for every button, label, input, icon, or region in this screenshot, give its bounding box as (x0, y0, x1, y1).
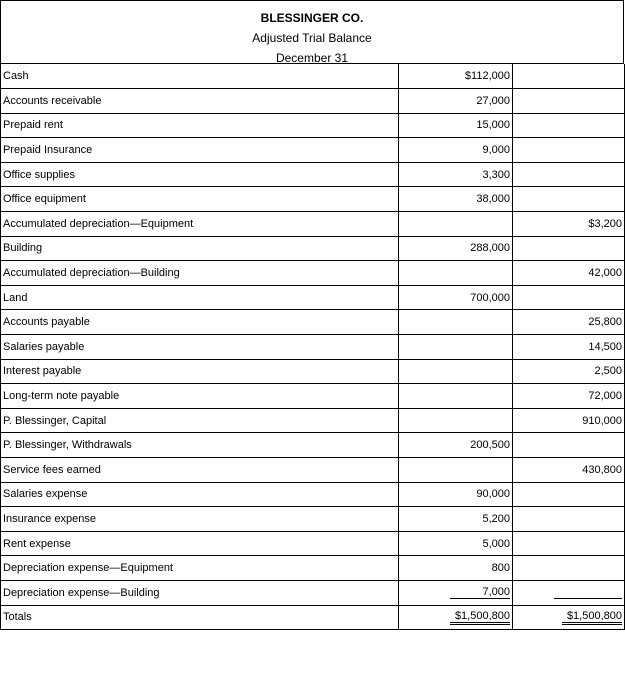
table-row (1, 580, 625, 605)
report-header (0, 0, 624, 64)
table-row (1, 507, 625, 532)
credit-cell (513, 236, 625, 261)
debit-cell: 5,200 (399, 507, 513, 532)
debit-cell: 800 (399, 556, 513, 581)
account-name: Service fees earned (1, 458, 399, 483)
table-row (1, 162, 625, 187)
table-row (1, 556, 625, 581)
debit-cell: 700,000 (399, 285, 513, 310)
account-name: Prepaid rent (1, 113, 399, 138)
credit-total-cell (513, 605, 625, 630)
credit-total: $1,500,800 (562, 610, 622, 625)
table-row (1, 89, 625, 114)
table-row (1, 138, 625, 163)
debit-cell: 200,500 (399, 433, 513, 458)
table-row (1, 261, 625, 286)
credit-cell (513, 285, 625, 310)
credit-cell (513, 138, 625, 163)
account-name: Interest payable (1, 359, 399, 384)
table-row (1, 359, 625, 384)
totals-row (1, 605, 625, 630)
debit-amount: 7,000 (450, 586, 510, 599)
credit-cell: 2,500 (513, 359, 625, 384)
debit-cell (399, 384, 513, 409)
debit-cell (399, 408, 513, 433)
credit-cell: 72,000 (513, 384, 625, 409)
account-name: P. Blessinger, Withdrawals (1, 433, 399, 458)
account-name: Accounts receivable (1, 89, 399, 114)
credit-cell: 910,000 (513, 408, 625, 433)
account-name: Prepaid Insurance (1, 138, 399, 163)
company-name: BLESSINGER CO. (260, 11, 364, 25)
credit-cell (513, 556, 625, 581)
account-name: Insurance expense (1, 507, 399, 532)
debit-cell: 15,000 (399, 113, 513, 138)
debit-cell: 5,000 (399, 531, 513, 556)
account-name: Salaries payable (1, 335, 399, 360)
credit-cell: $3,200 (513, 212, 625, 237)
credit-cell (513, 482, 625, 507)
table-row (1, 285, 625, 310)
account-name: Office supplies (1, 162, 399, 187)
debit-cell (399, 310, 513, 335)
credit-cell: 42,000 (513, 261, 625, 286)
table-row (1, 212, 625, 237)
debit-cell: 27,000 (399, 89, 513, 114)
account-name: Cash (1, 64, 399, 89)
credit-cell: 25,800 (513, 310, 625, 335)
table-row (1, 335, 625, 360)
debit-cell: 90,000 (399, 482, 513, 507)
debit-cell (399, 261, 513, 286)
debit-total-cell (399, 605, 513, 630)
account-name: Accounts payable (1, 310, 399, 335)
table-row (1, 310, 625, 335)
credit-cell: 430,800 (513, 458, 625, 483)
table-row (1, 187, 625, 212)
table-row (1, 113, 625, 138)
totals-label: Totals (1, 605, 399, 630)
debit-cell: 38,000 (399, 187, 513, 212)
table-row (1, 236, 625, 261)
account-name: Office equipment (1, 187, 399, 212)
debit-cell (399, 458, 513, 483)
credit-cell: 14,500 (513, 335, 625, 360)
credit-cell (513, 113, 625, 138)
account-name: Rent expense (1, 531, 399, 556)
debit-cell: 9,000 (399, 138, 513, 163)
credit-underline (554, 586, 622, 599)
debit-cell: 3,300 (399, 162, 513, 187)
debit-cell (399, 212, 513, 237)
table-row (1, 433, 625, 458)
table-row (1, 482, 625, 507)
credit-cell (513, 507, 625, 532)
table-row (1, 408, 625, 433)
account-name: Building (1, 236, 399, 261)
table-row (1, 458, 625, 483)
account-name: P. Blessinger, Capital (1, 408, 399, 433)
credit-cell (513, 64, 625, 89)
credit-cell (513, 531, 625, 556)
report-date: December 31 (275, 51, 349, 65)
debit-cell: 288,000 (399, 236, 513, 261)
account-name: Long-term note payable (1, 384, 399, 409)
account-name: Salaries expense (1, 482, 399, 507)
account-name: Depreciation expense—Equipment (1, 556, 399, 581)
debit-cell: $112,000 (399, 64, 513, 89)
credit-cell (513, 162, 625, 187)
debit-cell (399, 335, 513, 360)
debit-cell (399, 359, 513, 384)
debit-total: $1,500,800 (450, 610, 510, 625)
account-name: Accumulated depreciation—Equipment (1, 212, 399, 237)
account-name: Depreciation expense—Building (1, 580, 399, 605)
report-title: Adjusted Trial Balance (252, 31, 372, 45)
credit-cell (513, 580, 625, 605)
credit-cell (513, 187, 625, 212)
account-name: Accumulated depreciation—Building (1, 261, 399, 286)
credit-cell (513, 433, 625, 458)
table-row (1, 384, 625, 409)
account-name: Land (1, 285, 399, 310)
debit-cell (399, 580, 513, 605)
trial-balance-table (0, 64, 625, 630)
credit-cell (513, 89, 625, 114)
table-row (1, 531, 625, 556)
